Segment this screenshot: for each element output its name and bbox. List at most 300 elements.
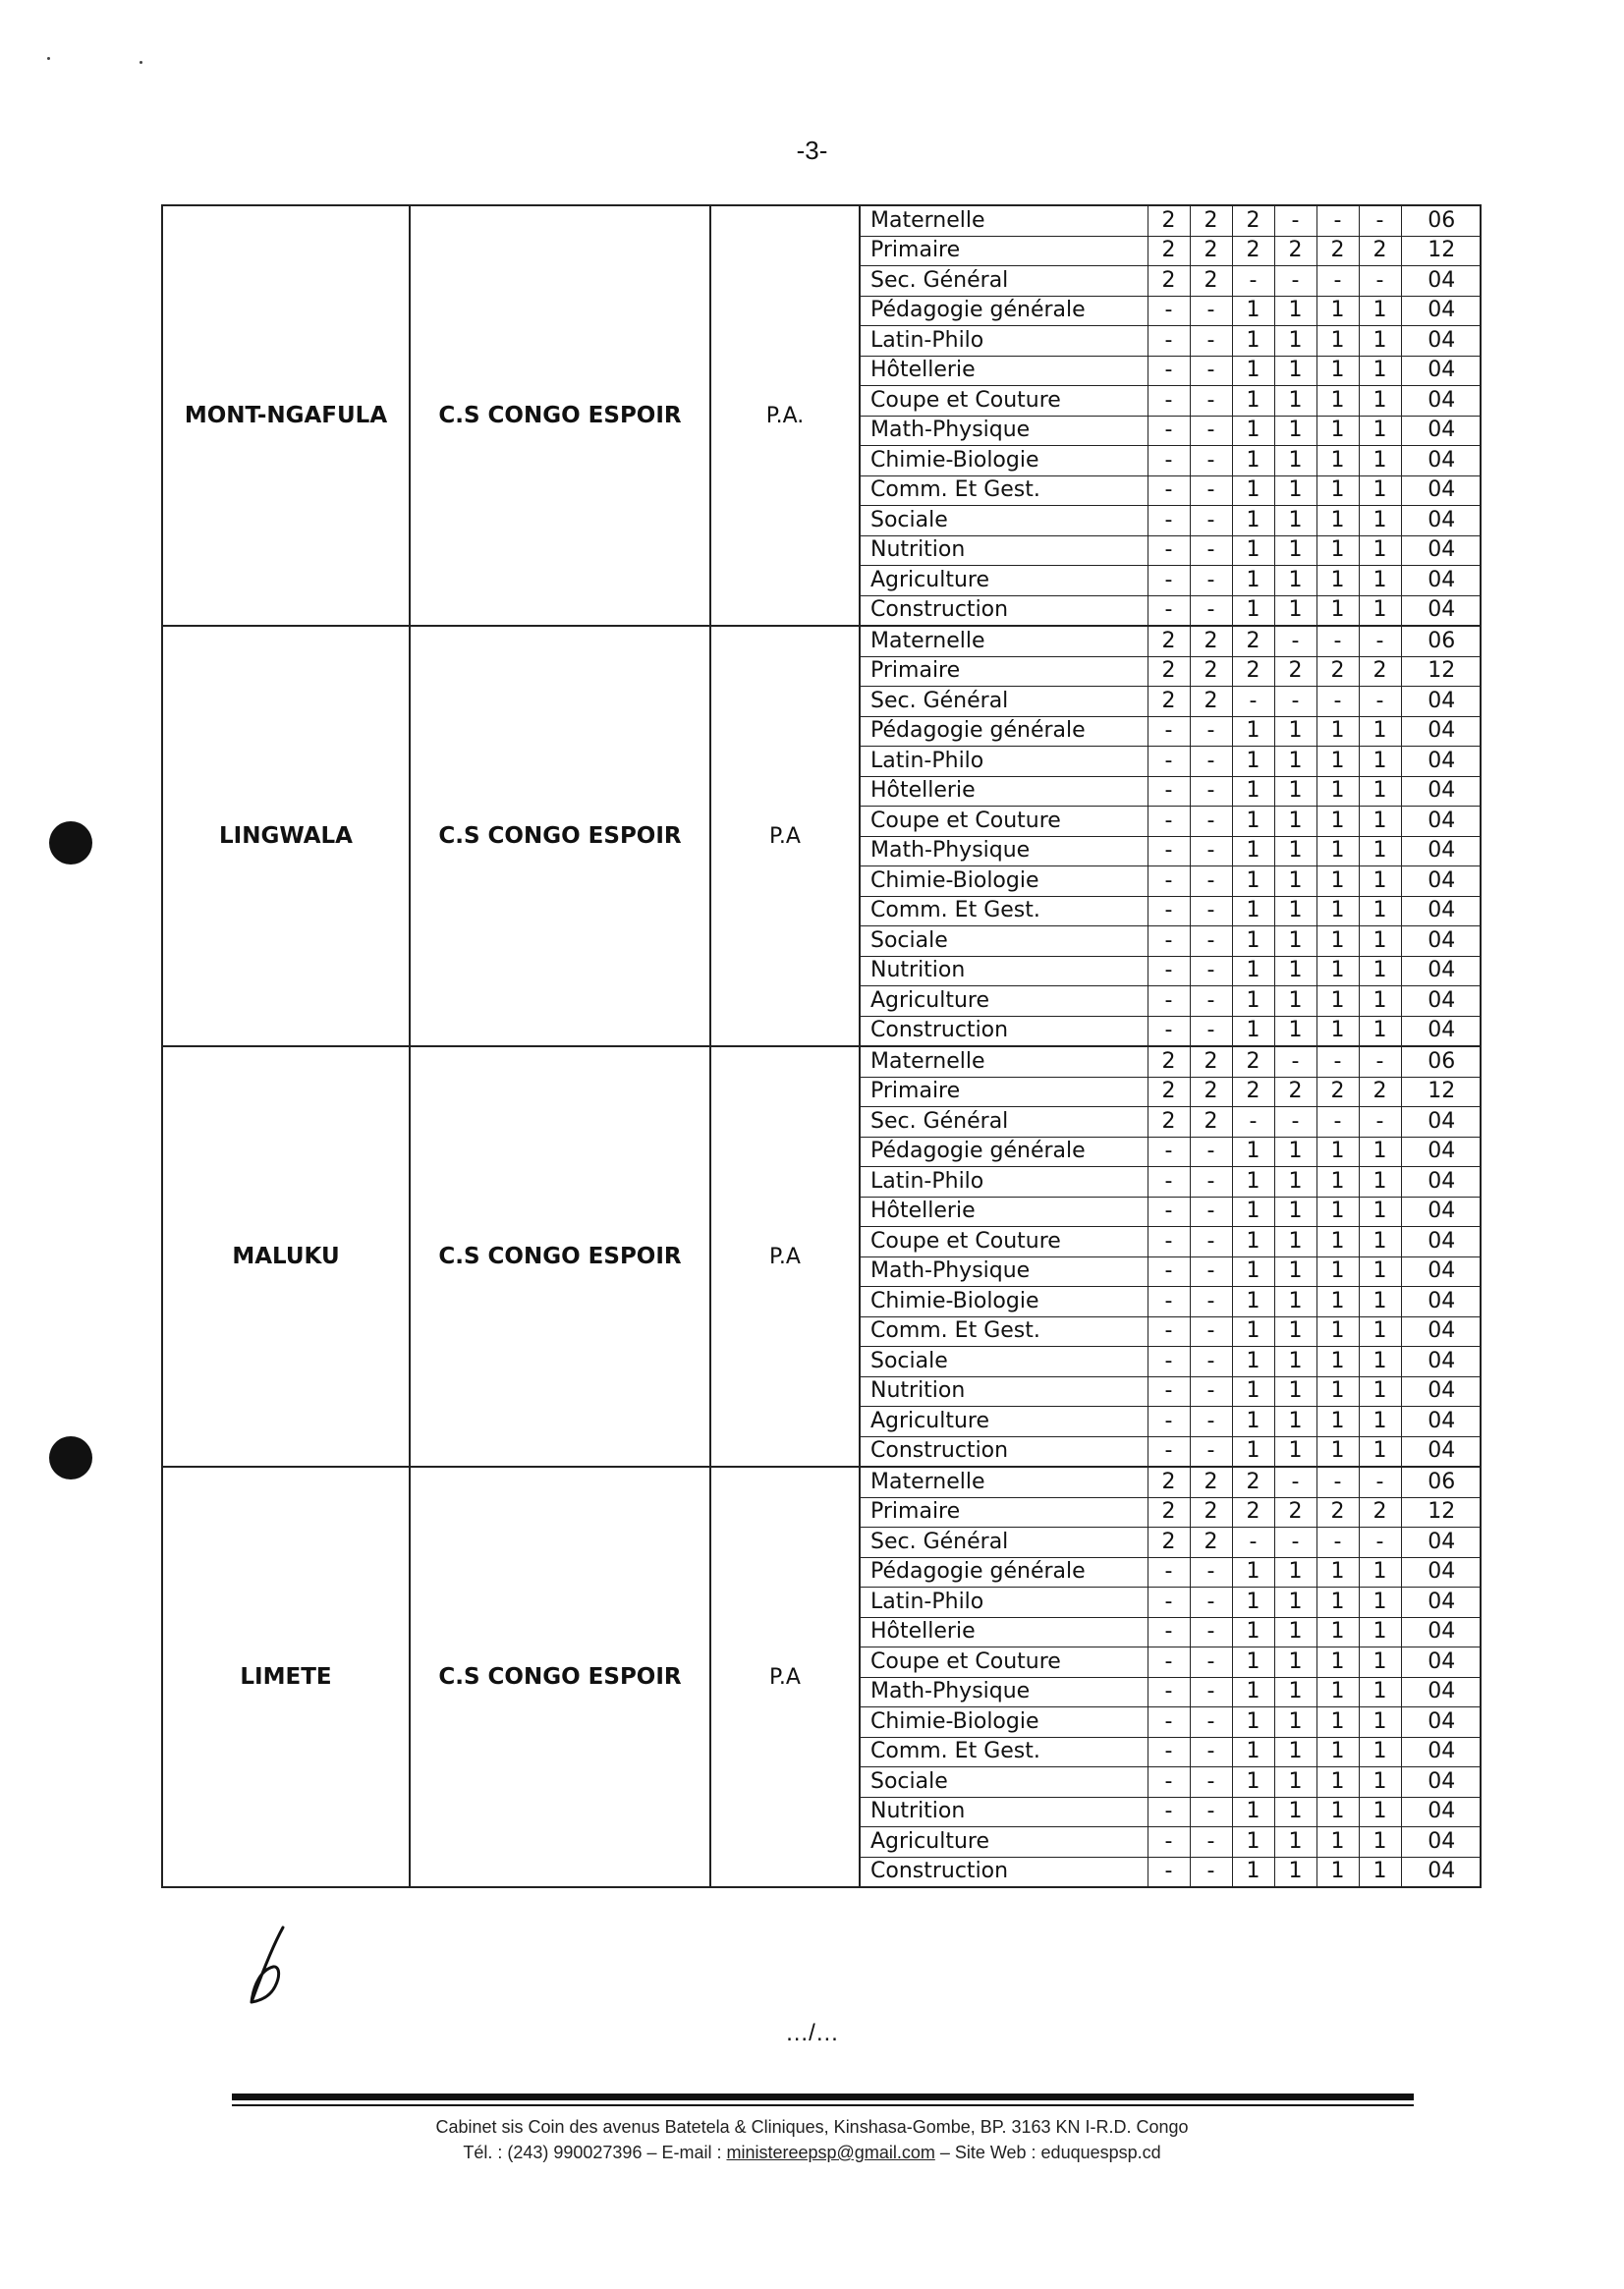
footer-site: – Site Web : eduquespsp.cd	[934, 2143, 1161, 2162]
class-count: 1	[1316, 356, 1359, 386]
class-count: 1	[1316, 986, 1359, 1017]
option-name: Maternelle	[861, 1468, 1148, 1497]
option-total: 04	[1401, 1197, 1482, 1227]
option-total: 04	[1401, 1677, 1482, 1707]
class-count: -	[1148, 716, 1190, 747]
class-count: 1	[1316, 506, 1359, 536]
class-count: -	[1190, 1407, 1232, 1437]
class-count: 1	[1232, 1436, 1274, 1466]
class-count: 1	[1274, 776, 1316, 807]
option-name: Math-Physique	[861, 416, 1148, 446]
class-count: -	[1232, 687, 1274, 717]
class-count: -	[1359, 1047, 1401, 1077]
class-count: -	[1316, 1528, 1359, 1558]
option-total: 04	[1401, 1857, 1482, 1886]
option-total: 04	[1401, 1528, 1482, 1558]
class-count: 2	[1316, 1497, 1359, 1528]
option-row	[861, 206, 1482, 236]
class-count: 1	[1232, 1316, 1274, 1347]
class-count: 1	[1274, 296, 1316, 326]
class-count: -	[1316, 687, 1359, 717]
class-count: -	[1148, 1256, 1190, 1287]
option-name: Agriculture	[861, 566, 1148, 596]
option-row	[861, 1376, 1482, 1407]
option-row	[861, 956, 1482, 986]
option-row	[861, 807, 1482, 837]
class-count: 1	[1316, 1016, 1359, 1045]
class-count: 2	[1148, 627, 1190, 656]
class-count: 1	[1274, 956, 1316, 986]
class-count: 1	[1316, 326, 1359, 357]
option-total: 12	[1401, 1077, 1482, 1107]
class-count: 1	[1232, 296, 1274, 326]
class-count: -	[1274, 627, 1316, 656]
class-count: -	[1148, 1857, 1190, 1886]
class-count: 1	[1316, 1407, 1359, 1437]
class-count: 1	[1359, 986, 1401, 1017]
class-count: -	[1190, 326, 1232, 357]
class-count: -	[1148, 326, 1190, 357]
class-count: 1	[1232, 1737, 1274, 1767]
class-count: -	[1190, 446, 1232, 476]
class-count: 1	[1316, 1167, 1359, 1198]
class-count: -	[1316, 1468, 1359, 1497]
class-count: 1	[1316, 1857, 1359, 1886]
class-count: 1	[1232, 1797, 1274, 1827]
option-name: Sociale	[861, 506, 1148, 536]
class-count: 1	[1232, 1167, 1274, 1198]
class-count: -	[1148, 1197, 1190, 1227]
option-total: 06	[1401, 1047, 1482, 1077]
class-count: 1	[1359, 716, 1401, 747]
option-total: 04	[1401, 1137, 1482, 1167]
class-count: -	[1316, 206, 1359, 236]
class-count: 1	[1274, 1436, 1316, 1466]
class-count: 1	[1232, 1347, 1274, 1377]
class-count: 1	[1316, 1137, 1359, 1167]
option-name: Construction	[861, 1436, 1148, 1466]
options-cell	[860, 205, 1481, 626]
class-count: -	[1190, 386, 1232, 417]
option-row	[861, 566, 1482, 596]
school-allocation-table	[161, 204, 1482, 1888]
class-count: 1	[1316, 1707, 1359, 1738]
class-count: -	[1148, 1137, 1190, 1167]
class-count: -	[1274, 1468, 1316, 1497]
class-count: 1	[1316, 535, 1359, 566]
option-name: Pédagogie générale	[861, 716, 1148, 747]
class-count: -	[1148, 1016, 1190, 1045]
class-count: -	[1148, 926, 1190, 957]
class-count: 1	[1274, 1256, 1316, 1287]
class-count: 1	[1359, 535, 1401, 566]
option-name: Primaire	[861, 656, 1148, 687]
commune-row	[162, 205, 1481, 626]
class-count: -	[1190, 1137, 1232, 1167]
option-row	[861, 1857, 1482, 1886]
option-row	[861, 627, 1482, 656]
class-count: 1	[1316, 716, 1359, 747]
class-count: -	[1190, 1588, 1232, 1618]
class-count: 1	[1359, 1588, 1401, 1618]
footer-address: Cabinet sis Coin des avenus Batetela & Cliniques, Kinshasa-Gombe, BP. 3163 KN I-R.D. Congo	[435, 2117, 1189, 2137]
option-row	[861, 986, 1482, 1017]
option-total: 06	[1401, 627, 1482, 656]
class-count: 1	[1359, 296, 1401, 326]
option-total: 04	[1401, 446, 1482, 476]
class-count: 1	[1232, 1707, 1274, 1738]
class-count: 1	[1232, 896, 1274, 926]
class-count: -	[1190, 1287, 1232, 1317]
class-count: -	[1190, 956, 1232, 986]
class-count: -	[1148, 1557, 1190, 1588]
class-count: -	[1316, 1047, 1359, 1077]
class-count: -	[1190, 1647, 1232, 1678]
class-count: 1	[1274, 1137, 1316, 1167]
option-row	[861, 535, 1482, 566]
option-row	[861, 836, 1482, 866]
class-count: 1	[1232, 986, 1274, 1017]
option-row	[861, 1797, 1482, 1827]
class-count: -	[1148, 1737, 1190, 1767]
option-name: Construction	[861, 1016, 1148, 1045]
class-count: -	[1359, 1107, 1401, 1138]
class-count: 2	[1148, 656, 1190, 687]
class-count: -	[1190, 1557, 1232, 1588]
school-status: P.A	[710, 626, 860, 1046]
class-count: 2	[1148, 1528, 1190, 1558]
option-row	[861, 1647, 1482, 1678]
class-count: 1	[1274, 1347, 1316, 1377]
class-count: 1	[1232, 926, 1274, 957]
class-count: 2	[1274, 1497, 1316, 1528]
class-count: 2	[1190, 1468, 1232, 1497]
class-count: -	[1148, 1827, 1190, 1858]
option-total: 04	[1401, 687, 1482, 717]
option-total: 04	[1401, 595, 1482, 625]
class-count: 1	[1232, 1827, 1274, 1858]
option-name: Maternelle	[861, 1047, 1148, 1077]
option-row	[861, 1528, 1482, 1558]
option-name: Nutrition	[861, 1797, 1148, 1827]
class-count: 2	[1190, 1497, 1232, 1528]
option-total: 04	[1401, 1617, 1482, 1647]
class-count: 1	[1274, 1737, 1316, 1767]
option-total: 04	[1401, 807, 1482, 837]
class-count: 1	[1232, 506, 1274, 536]
commune-name: LINGWALA	[162, 626, 410, 1046]
option-row	[861, 1588, 1482, 1618]
class-count: 1	[1359, 1407, 1401, 1437]
class-count: 1	[1359, 386, 1401, 417]
option-name: Sociale	[861, 1347, 1148, 1377]
class-count: 1	[1232, 1197, 1274, 1227]
class-count: 1	[1274, 1767, 1316, 1798]
class-count: 1	[1274, 716, 1316, 747]
option-name: Math-Physique	[861, 1677, 1148, 1707]
class-count: -	[1190, 1617, 1232, 1647]
class-count: -	[1190, 1347, 1232, 1377]
class-count: 1	[1316, 866, 1359, 897]
option-row	[861, 896, 1482, 926]
class-count: 2	[1316, 236, 1359, 266]
option-name: Comm. Et Gest.	[861, 1737, 1148, 1767]
class-count: 1	[1232, 475, 1274, 506]
option-row	[861, 475, 1482, 506]
footer-email-link[interactable]: ministereepsp@gmail.com	[726, 2143, 935, 2162]
class-count: 2	[1190, 236, 1232, 266]
class-count: -	[1148, 1617, 1190, 1647]
class-count: 1	[1274, 1857, 1316, 1886]
option-row	[861, 1468, 1482, 1497]
class-count: -	[1190, 1376, 1232, 1407]
school-name: C.S CONGO ESPOIR	[410, 1046, 710, 1467]
option-row	[861, 595, 1482, 625]
option-row	[861, 1016, 1482, 1045]
class-count: 1	[1274, 1677, 1316, 1707]
option-total: 04	[1401, 1256, 1482, 1287]
option-total: 04	[1401, 896, 1482, 926]
class-count: 2	[1148, 236, 1190, 266]
class-count: 1	[1316, 1827, 1359, 1858]
option-total: 04	[1401, 506, 1482, 536]
class-count: 1	[1232, 807, 1274, 837]
class-count: -	[1190, 1256, 1232, 1287]
class-count: 1	[1316, 1588, 1359, 1618]
option-name: Pédagogie générale	[861, 296, 1148, 326]
option-total: 04	[1401, 1647, 1482, 1678]
class-count: -	[1190, 296, 1232, 326]
class-count: -	[1148, 535, 1190, 566]
option-row	[861, 1677, 1482, 1707]
punch-hole-mark	[49, 821, 92, 865]
class-count: -	[1316, 266, 1359, 297]
class-count: -	[1190, 356, 1232, 386]
class-count: -	[1190, 595, 1232, 625]
class-count: 2	[1274, 656, 1316, 687]
option-name: Hôtellerie	[861, 1197, 1148, 1227]
class-count: -	[1190, 1316, 1232, 1347]
option-name: Maternelle	[861, 206, 1148, 236]
class-count: -	[1190, 1737, 1232, 1767]
class-count: -	[1148, 986, 1190, 1017]
class-count: -	[1148, 1347, 1190, 1377]
class-count: 1	[1359, 896, 1401, 926]
class-count: 2	[1148, 266, 1190, 297]
class-count: -	[1359, 266, 1401, 297]
class-count: -	[1148, 446, 1190, 476]
class-count: -	[1190, 1707, 1232, 1738]
option-row	[861, 1707, 1482, 1738]
class-count: 2	[1316, 1077, 1359, 1107]
punch-hole-mark	[49, 1436, 92, 1479]
class-count: 1	[1359, 1797, 1401, 1827]
commune-row	[162, 1467, 1481, 1887]
option-name: Latin-Philo	[861, 747, 1148, 777]
footer-rule	[232, 2094, 1414, 2100]
option-name: Coupe et Couture	[861, 1227, 1148, 1257]
option-total: 12	[1401, 656, 1482, 687]
school-name: C.S CONGO ESPOIR	[410, 1467, 710, 1887]
class-count: -	[1148, 1407, 1190, 1437]
footer	[0, 2114, 1624, 2165]
class-count: 1	[1232, 1617, 1274, 1647]
class-count: 1	[1359, 1167, 1401, 1198]
class-count: 1	[1359, 956, 1401, 986]
class-count: 1	[1316, 776, 1359, 807]
class-count: 1	[1359, 1767, 1401, 1798]
option-row	[861, 1107, 1482, 1138]
class-count: 2	[1232, 1468, 1274, 1497]
class-count: -	[1148, 896, 1190, 926]
class-count: -	[1148, 1647, 1190, 1678]
class-count: 1	[1316, 1197, 1359, 1227]
class-count: 1	[1232, 1137, 1274, 1167]
class-count: 1	[1274, 1797, 1316, 1827]
class-count: 2	[1232, 206, 1274, 236]
class-count: -	[1148, 356, 1190, 386]
option-name: Coupe et Couture	[861, 807, 1148, 837]
class-count: -	[1148, 296, 1190, 326]
class-count: 1	[1232, 1256, 1274, 1287]
class-count: 1	[1359, 1287, 1401, 1317]
option-total: 04	[1401, 1107, 1482, 1138]
option-total: 04	[1401, 747, 1482, 777]
class-count: -	[1190, 1797, 1232, 1827]
school-name: C.S CONGO ESPOIR	[410, 205, 710, 626]
option-row	[861, 1256, 1482, 1287]
class-count: -	[1148, 506, 1190, 536]
class-count: -	[1190, 1016, 1232, 1045]
class-count: 1	[1316, 1617, 1359, 1647]
class-count: -	[1190, 836, 1232, 866]
option-name: Coupe et Couture	[861, 1647, 1148, 1678]
class-count: 1	[1316, 386, 1359, 417]
class-count: 1	[1232, 1407, 1274, 1437]
class-count: 1	[1316, 595, 1359, 625]
class-count: 2	[1148, 1077, 1190, 1107]
option-row	[861, 326, 1482, 357]
option-row	[861, 386, 1482, 417]
class-count: 1	[1274, 1376, 1316, 1407]
scan-speck	[47, 57, 50, 60]
option-name: Latin-Philo	[861, 1588, 1148, 1618]
class-count: -	[1148, 566, 1190, 596]
class-count: 1	[1316, 1316, 1359, 1347]
class-count: 1	[1359, 747, 1401, 777]
class-count: 1	[1232, 1227, 1274, 1257]
class-count: 1	[1232, 1677, 1274, 1707]
class-count: 2	[1190, 627, 1232, 656]
option-total: 04	[1401, 1588, 1482, 1618]
class-count: 1	[1274, 446, 1316, 476]
class-count: 1	[1359, 1376, 1401, 1407]
class-count: 1	[1232, 595, 1274, 625]
class-count: 2	[1148, 1497, 1190, 1528]
option-row	[861, 1347, 1482, 1377]
class-count: -	[1274, 206, 1316, 236]
class-count: 2	[1274, 236, 1316, 266]
option-total: 12	[1401, 1497, 1482, 1528]
class-count: 1	[1359, 446, 1401, 476]
class-count: -	[1148, 386, 1190, 417]
class-count: 1	[1316, 1227, 1359, 1257]
class-count: 1	[1232, 566, 1274, 596]
class-count: -	[1359, 1528, 1401, 1558]
option-total: 04	[1401, 326, 1482, 357]
option-name: Nutrition	[861, 956, 1148, 986]
class-count: 1	[1232, 1016, 1274, 1045]
class-count: 1	[1316, 807, 1359, 837]
option-total: 04	[1401, 535, 1482, 566]
commune-name: LIMETE	[162, 1467, 410, 1887]
class-count: -	[1190, 535, 1232, 566]
school-status: P.A	[710, 1467, 860, 1887]
class-count: 1	[1232, 1647, 1274, 1678]
class-count: 1	[1316, 1347, 1359, 1377]
class-count: 1	[1232, 776, 1274, 807]
class-count: -	[1190, 1857, 1232, 1886]
class-count: 1	[1274, 535, 1316, 566]
option-total: 04	[1401, 1376, 1482, 1407]
option-total: 04	[1401, 1347, 1482, 1377]
option-row	[861, 747, 1482, 777]
class-count: 1	[1359, 326, 1401, 357]
commune-name: MALUKU	[162, 1046, 410, 1467]
class-count: 1	[1274, 1227, 1316, 1257]
class-count: 2	[1148, 1468, 1190, 1497]
class-count: -	[1190, 986, 1232, 1017]
class-count: 1	[1274, 986, 1316, 1017]
class-count: -	[1148, 1167, 1190, 1198]
footer-contact	[0, 2140, 1624, 2165]
class-count: -	[1148, 836, 1190, 866]
class-count: -	[1359, 1468, 1401, 1497]
class-count: -	[1148, 1797, 1190, 1827]
class-count: 1	[1232, 866, 1274, 897]
class-count: 1	[1359, 1677, 1401, 1707]
class-count: 1	[1359, 1737, 1401, 1767]
class-count: 1	[1359, 1557, 1401, 1588]
class-count: -	[1274, 1528, 1316, 1558]
option-name: Chimie-Biologie	[861, 1287, 1148, 1317]
option-total: 06	[1401, 206, 1482, 236]
class-count: -	[1190, 566, 1232, 596]
option-name: Sec. Général	[861, 1107, 1148, 1138]
class-count: -	[1274, 266, 1316, 297]
class-count: 1	[1274, 1707, 1316, 1738]
class-count: 1	[1359, 866, 1401, 897]
class-count: 1	[1359, 1227, 1401, 1257]
class-count: 1	[1316, 1767, 1359, 1798]
class-count: -	[1232, 1107, 1274, 1138]
class-count: 1	[1274, 475, 1316, 506]
class-count: 1	[1359, 506, 1401, 536]
options-cell	[860, 1467, 1481, 1887]
class-count: 1	[1316, 1376, 1359, 1407]
class-count: 1	[1359, 1316, 1401, 1347]
class-count: 1	[1274, 1557, 1316, 1588]
option-total: 04	[1401, 926, 1482, 957]
class-count: 1	[1359, 1617, 1401, 1647]
option-total: 04	[1401, 1227, 1482, 1257]
option-total: 04	[1401, 1407, 1482, 1437]
class-count: -	[1148, 1677, 1190, 1707]
option-name: Chimie-Biologie	[861, 446, 1148, 476]
option-row	[861, 1047, 1482, 1077]
class-count: -	[1148, 1287, 1190, 1317]
options-table	[861, 1468, 1482, 1886]
